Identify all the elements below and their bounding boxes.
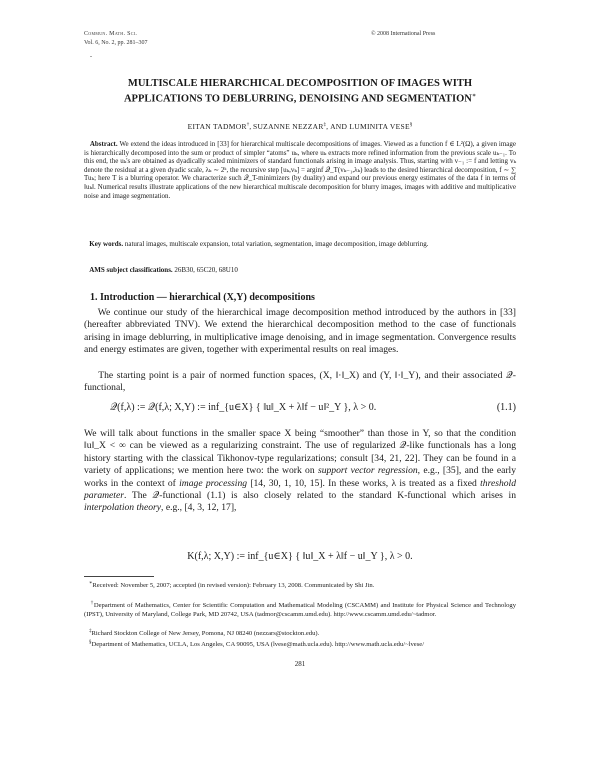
p3-part-e: , e.g., [4, 3, 12, 17], bbox=[161, 502, 237, 514]
page-number: 281 bbox=[294, 660, 306, 668]
author-conjunction: , AND bbox=[326, 122, 350, 131]
p3-part-b: , e.g., [35], and the early works in the context of bbox=[84, 465, 516, 489]
p3-part-d: . The 𝒬-functional (1.1) is also closely related to the standard K-functional which arises in bbox=[123, 490, 516, 502]
intro-paragraph-1 bbox=[84, 307, 516, 357]
title-footnote-mark: ∗ bbox=[471, 93, 477, 99]
ams-classifications bbox=[84, 266, 516, 275]
p3-emphasis-svr: support vector regression bbox=[317, 465, 418, 477]
abstract-text: We extend the ideas introduced in [33] for hierarchical multiscale decompositions of images. Viewed as a function f ∈ L²(Ω), a given image is hierarchically decomposed into the sum or product of simpler “atoms” uₖ, where uₖ extracts more refined information from the previous scale uₖ₋₁. To this end, the uₖ's are obtained as dyadically scaled minimizers of standard functionals arising in image analysis. Thus, starting with v₋₁ := f and letting vₖ denote the residual at a given dyadic scale, λₖ ∼ 2ᵏ, the recursive step [uₖ,vₖ] = arginf 𝒬_T(vₖ₋₁,λₖ) leads to the desired hierarchical decomposition, f ∼ ∑ Tuₖ; here T is a blurring operator. We characterize such 𝒬_T-minimizers (by duality) and expand our previous energy estimates of the data f in terms of ‖uₖ‖. Numerical results illustrate applications of the new hierarchical multiscale decomposition for blurry images, images with additive and multiplicative noise and image segmentation. bbox=[84, 140, 517, 200]
paper-title bbox=[90, 78, 510, 106]
equation-1-1 bbox=[110, 399, 516, 417]
equation-1-1-body: 𝒬(f,λ) := 𝒬(f,λ; X,Y) := inf_{u∈X} { ‖u‖_X + λ‖f − u‖²_Y }, λ > 0. bbox=[110, 402, 377, 413]
author-1: EITAN TADMOR bbox=[187, 122, 247, 131]
intro-paragraph-3 bbox=[84, 428, 516, 515]
footnote-4-mark: § bbox=[88, 640, 92, 645]
author-list: EITAN TADMOR†, SUZANNE NEZZAR‡, AND LUMINITA VESE§ bbox=[187, 122, 413, 131]
p3-emphasis-image-processing: image processing bbox=[179, 477, 248, 489]
ams-codes: 26B30, 65C20, 68U10 bbox=[174, 266, 238, 274]
ams-heading: AMS subject classifications. bbox=[89, 266, 173, 274]
author-2-mark: ‡ bbox=[323, 122, 327, 128]
footnote-received bbox=[84, 580, 516, 591]
p3-part-c: [14, 30, 1, 10, 15]. In these works, λ is treated as a fixed bbox=[247, 477, 481, 489]
equation-k-functional: K(f,λ; X,Y) := inf_{u∈X} { ‖u‖_X + λ‖f − u‖_Y }, λ > 0. bbox=[187, 551, 413, 562]
running-header-left bbox=[84, 30, 148, 48]
intro-paragraph-1-text: We continue our study of the hierarchical image decomposition method introduced by the authors in [33] (hereafter abbreviated TNV). We extend the hierarchical decomposition method to the case of functionals arising in image deblurring, in multiplicative image denoising, and in image segmentation. Convergence results and energy estimates are given, together with experimental results on real images. bbox=[84, 307, 517, 356]
intro-paragraph-2 bbox=[84, 370, 516, 395]
footnote-3-text: Richard Stockton College of New Jersey, Pomona, NJ 08240 (nezzars@stockton.edu). bbox=[91, 630, 320, 638]
keywords-text: natural images, multiscale expansion, total variation, segmentation, image decomposition, image deblurring. bbox=[124, 240, 429, 248]
footnote-nezzar bbox=[84, 628, 516, 639]
equation-number: (1.1) bbox=[496, 402, 516, 413]
keywords-heading: Key words. bbox=[89, 240, 124, 248]
footnote-rule bbox=[84, 576, 154, 577]
footnote-2-mark: † bbox=[90, 601, 94, 606]
footnote-vese bbox=[84, 639, 516, 650]
footnote-3-mark: ‡ bbox=[88, 629, 92, 634]
keywords bbox=[84, 240, 516, 249]
p3-emphasis-interpolation: interpolation theory bbox=[84, 502, 162, 514]
copyright-notice: © 2008 International Press bbox=[371, 31, 436, 37]
footnote-2-text: Department of Mathematics, Center for Scientific Computation and Mathematical Modeling (CSCAMM) and Institute for Physical Science and Technology (IPST), University of Maryland, College Park, MD 20742, USA (tadmor@cscamm.umd.edu). http://www.cscamm.umd.edu/~tadmor. bbox=[84, 602, 516, 618]
section-heading: 1. Introduction — hierarchical (X,Y) decompositions bbox=[90, 292, 315, 303]
volume-info: Vol. 6, No. 2, pp. 281–307 bbox=[84, 40, 148, 46]
abstract bbox=[84, 140, 516, 200]
footnote-1-mark: ∗ bbox=[88, 581, 93, 586]
author-1-mark: † bbox=[246, 122, 250, 128]
p3-emphasis-threshold: threshold parameter bbox=[84, 477, 516, 502]
footnote-tadmor bbox=[84, 600, 516, 619]
footnote-1-text: Received: November 5, 2007; accepted (in revised version): February 13, 2008. Communicated by Shi Jin. bbox=[92, 582, 375, 590]
author-3-mark: § bbox=[409, 122, 413, 128]
footnote-4-text: Department of Mathematics, UCLA, Los Angeles, CA 90095, USA (lvese@math.ucla.edu). http://www.math.ucla.edu/~lvese/ bbox=[91, 641, 425, 649]
author-2: SUZANNE NEZZAR bbox=[253, 122, 324, 131]
intro-paragraph-2-text: The starting point is a pair of normed function spaces, (X, ‖·‖_X) and (Y, ‖·‖_Y), and their associated 𝒬-functional, bbox=[84, 370, 517, 394]
author-3: LUMINITA VESE bbox=[349, 122, 410, 131]
journal-name: Commun. Math. Sci. bbox=[84, 31, 138, 37]
p3-part-a: We will talk about functions in the smaller space X being “smoother” than those in Y, so that the condition ‖u‖_X < ∞ can be viewed as a regularizing constraint. The use of regularized 𝒬-like functionals has a long history starting with the classical Tikhonov-type regularizations; consult [34, 21, 22]. They can be found in a variety of applications; we mention here two: the work on bbox=[84, 428, 516, 477]
stray-dot: . bbox=[90, 50, 92, 59]
paper-title-text: MULTISCALE HIERARCHICAL DECOMPOSITION OF IMAGES WITH APPLICATIONS TO DEBLURRING, DENOISING AND SEGMENTATION bbox=[123, 78, 473, 105]
abstract-heading: Abstract. bbox=[89, 140, 118, 148]
